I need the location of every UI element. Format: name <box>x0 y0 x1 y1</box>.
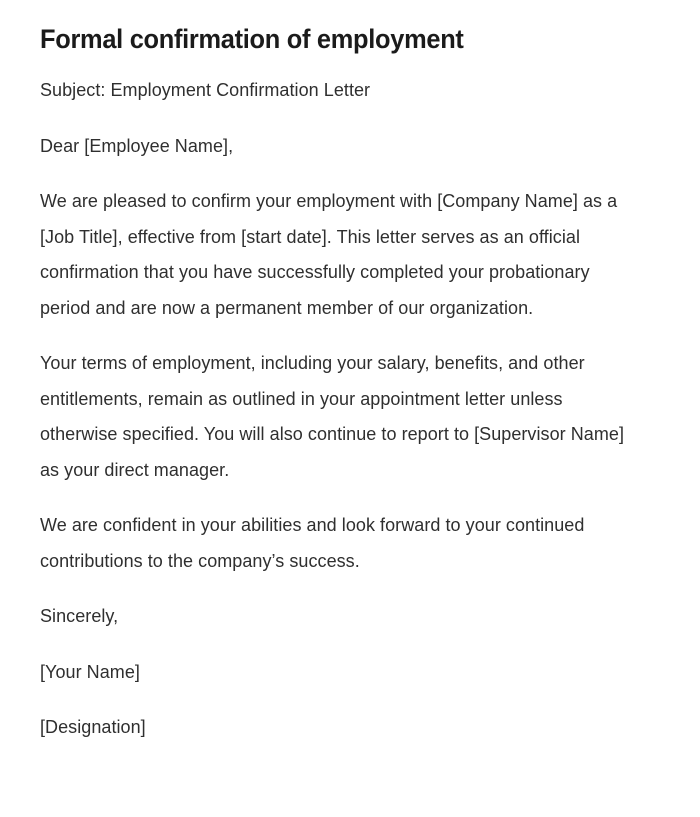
body-paragraph-1: We are pleased to confirm your employment with [Company Name] as a [Job Title], effective from [start date]. This letter serves as an official confirmation that you have successfully completed your probationary period and are now a permanent member of our organization. <box>40 191 618 318</box>
closing-salutation: Sincerely, <box>40 606 119 626</box>
letter-body <box>40 73 640 746</box>
signature-name: [Your Name] <box>40 661 140 682</box>
subject-line: Subject: Employment Confirmation Letter <box>40 80 371 100</box>
body-paragraph-2: Your terms of employment, including your salary, benefits, and other entitlements, remain as outlined in your appointment letter unless otherwise specified. You will also continue to report to [Supervisor Name] as your direct manager. <box>40 353 625 480</box>
page-title: Formal confirmation of employment <box>40 24 464 54</box>
salutation: Dear [Employee Name], <box>40 135 234 156</box>
signature-designation: [Designation] <box>40 717 146 737</box>
body-paragraph-3: We are confident in your abilities and look forward to your continued contributions to the company’s success. <box>40 515 585 571</box>
